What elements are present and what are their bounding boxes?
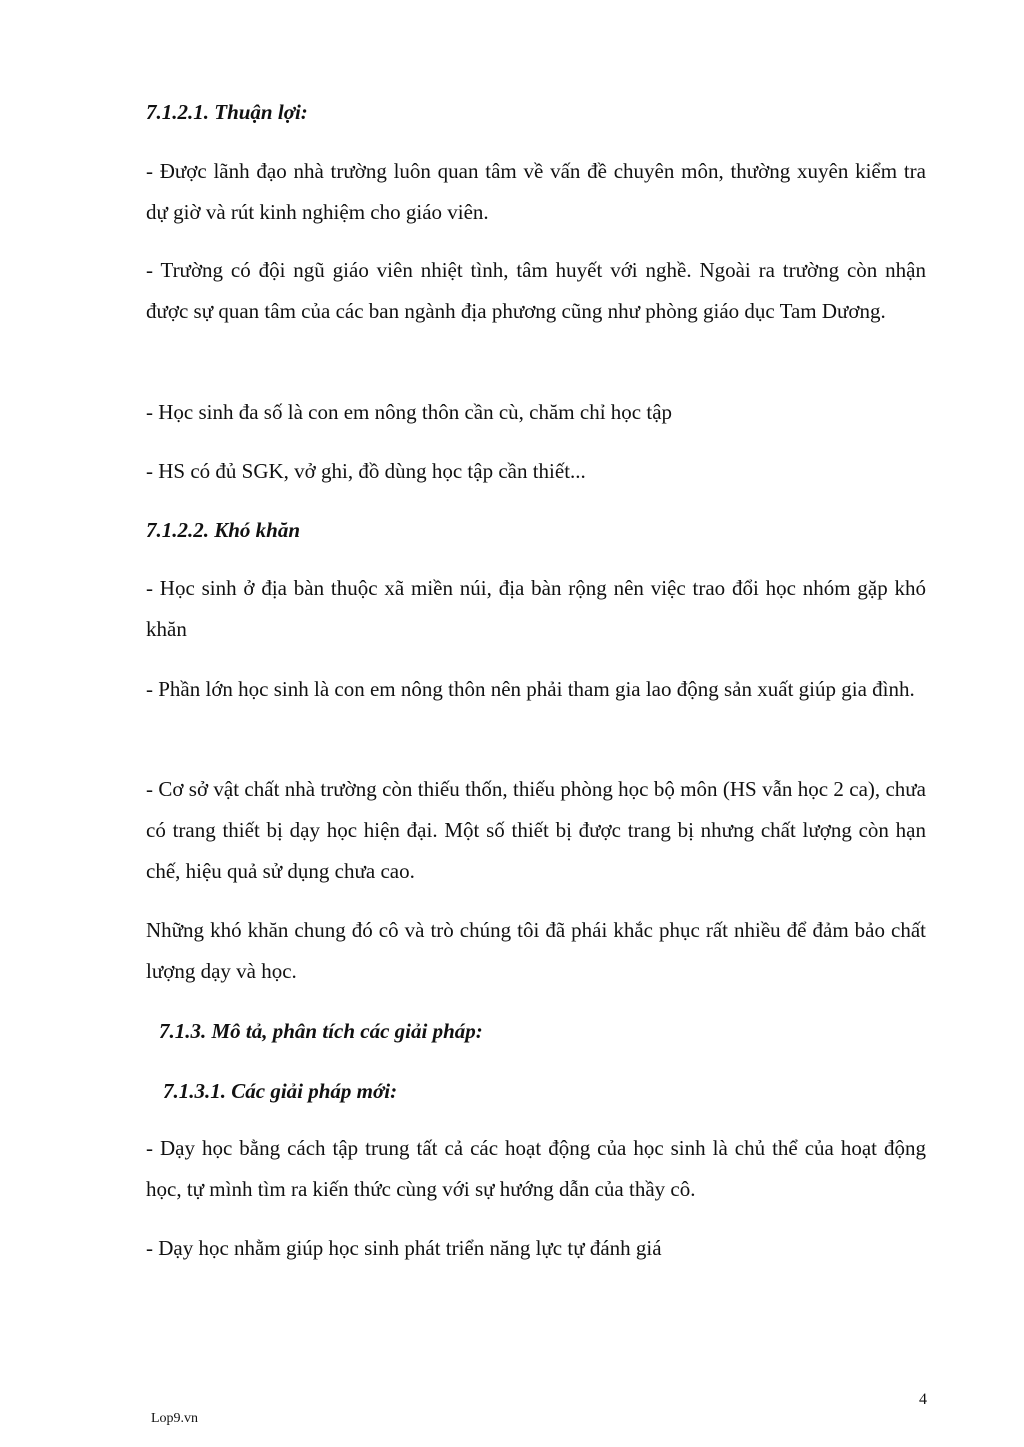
- footer-site-name: Lop9.vn: [151, 1411, 199, 1426]
- page-number: 4: [919, 1391, 927, 1408]
- paragraph: Những khó khăn chung đó cô và trò chúng tôi đã phái khắc phục rất nhiều để đảm bảo chất lượng dạy và học.: [146, 918, 926, 983]
- paragraph: - Trường có đội ngũ giáo viên nhiệt tình, tâm huyết với nghề. Ngoài ra trường còn nhận được sự quan tâm của các ban ngành địa phương cũng như phòng giáo dục Tam Dương.: [146, 258, 926, 323]
- section-heading-thuan-loi: 7.1.2.1. Thuận lợi:: [146, 100, 308, 124]
- paragraph: - Được lãnh đạo nhà trường luôn quan tâm về vấn đề chuyên môn, thường xuyên kiểm tra dự giờ và rút kinh nghiệm cho giáo viên.: [146, 159, 926, 224]
- section-heading-mo-ta-giai-phap: 7.1.3. Mô tả, phân tích các giải pháp:: [159, 1019, 483, 1043]
- paragraph: - Cơ sở vật chất nhà trường còn thiếu thốn, thiếu phòng học bộ môn (HS vẫn học 2 ca), chưa có trang thiết bị dạy học hiện đại. Một số thiết bị được trang bị nhưng chất lượng còn hạn chế, hiệu quả sử dụng chưa cao.: [146, 777, 926, 883]
- section-heading-kho-khan: 7.1.2.2. Khó khăn: [146, 518, 301, 542]
- section-heading-giai-phap-moi: 7.1.3.1. Các giải pháp mới:: [163, 1079, 398, 1103]
- paragraph: - Học sinh đa số là con em nông thôn cần cù, chăm chỉ học tập: [146, 400, 673, 424]
- paragraph: - Dạy học nhằm giúp học sinh phát triển năng lực tự đánh giá: [146, 1236, 662, 1260]
- paragraph: - HS có đủ SGK, vở ghi, đồ dùng học tập cần thiết...: [146, 459, 586, 483]
- paragraph: - Học sinh ở địa bàn thuộc xã miền núi, địa bàn rộng nên việc trao đổi học nhóm gặp khó khăn: [146, 576, 926, 641]
- paragraph: - Phần lớn học sinh là con em nông thôn nên phải tham gia lao động sản xuất giúp gia đình.: [146, 677, 915, 701]
- paragraph: - Dạy học bằng cách tập trung tất cả các hoạt động của học sinh là chủ thể của hoạt động học, tự mình tìm ra kiến thức cùng với sự hướng dẫn của thầy cô.: [146, 1136, 926, 1201]
